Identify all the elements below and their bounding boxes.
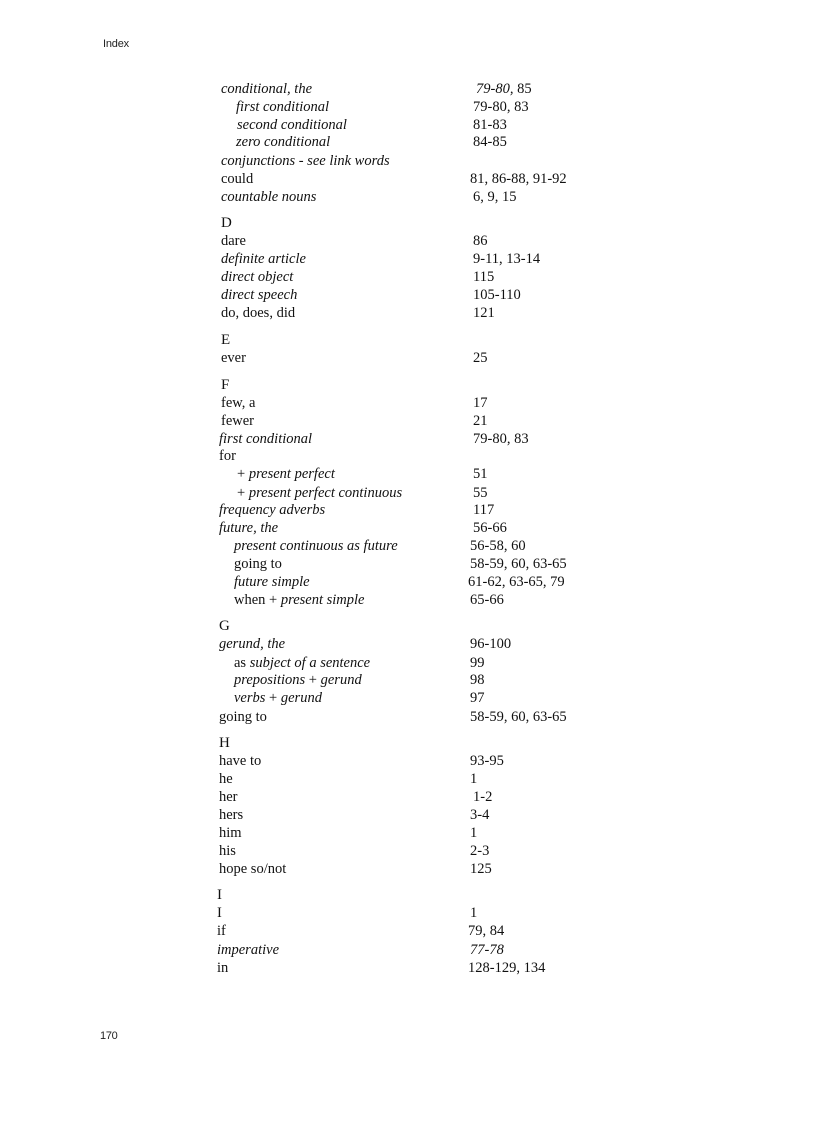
entry-term: gerund, the xyxy=(219,636,286,652)
entry-pages: 1 xyxy=(470,825,478,841)
index-entry xyxy=(0,635,816,653)
entry-term: future simple xyxy=(234,574,310,590)
entry-term: do, does, did xyxy=(221,305,296,321)
index-entry xyxy=(0,959,816,977)
entry-term: fewer xyxy=(221,413,255,429)
page-number: 170 xyxy=(100,1030,118,1042)
section-letter: I xyxy=(217,887,222,903)
entry-pages: 56-58, 60 xyxy=(470,538,526,554)
entry-pages: 77-78 xyxy=(470,942,504,958)
entry-term: dare xyxy=(221,233,246,249)
index-subentry xyxy=(0,671,816,689)
entry-pages: 98 xyxy=(470,672,485,688)
entry-pages: 79, 84 xyxy=(468,923,505,939)
entry-term: + present perfect continuous xyxy=(237,485,403,501)
entry-pages: 93-95 xyxy=(470,753,504,769)
entry-term: his xyxy=(219,843,236,859)
section-letter: E xyxy=(221,332,231,348)
entry-term: verbs + gerund xyxy=(234,690,322,706)
index-entry xyxy=(0,501,816,519)
index-subentry xyxy=(0,555,816,573)
entry-pages: 65-66 xyxy=(470,592,504,608)
entry-term: first conditional xyxy=(219,431,313,447)
entry-term: going to xyxy=(234,556,282,572)
index-entry xyxy=(0,708,816,726)
entry-pages: 96-100 xyxy=(470,636,512,652)
index-entry xyxy=(0,519,816,537)
entry-term: he xyxy=(219,771,233,787)
index-subentry xyxy=(0,573,816,591)
entry-term: hope so/not xyxy=(219,861,287,877)
entry-pages: 55 xyxy=(473,485,488,501)
index-entry xyxy=(0,349,816,367)
index-subentry xyxy=(0,484,816,502)
entry-term: for xyxy=(219,448,236,464)
entry-term: future, the xyxy=(219,520,279,536)
index-subentry xyxy=(0,591,816,609)
index-entry xyxy=(0,788,816,806)
index-subentry xyxy=(0,98,816,116)
entry-pages: 84-85 xyxy=(473,134,507,150)
entry-term: conjunctions - see link words xyxy=(221,153,390,169)
index-entry xyxy=(0,304,816,322)
index-subentry xyxy=(0,133,816,151)
section-letter: F xyxy=(221,377,230,393)
entry-pages: 56-66 xyxy=(473,520,507,536)
entry-pages: 97 xyxy=(470,690,485,706)
index-entry xyxy=(0,232,816,250)
entry-term: I xyxy=(217,905,222,921)
entry-pages: 81, 86-88, 91-92 xyxy=(470,171,567,187)
entry-pages: 99 xyxy=(470,655,485,671)
entry-pages: 79-80, 83 xyxy=(473,99,529,115)
entry-term: definite article xyxy=(221,251,306,267)
entry-term: her xyxy=(219,789,238,805)
entry-pages: 58-59, 60, 63-65 xyxy=(470,709,567,725)
entry-term: as subject of a sentence xyxy=(234,655,371,671)
index-entry xyxy=(0,286,816,304)
entry-pages: 81-83 xyxy=(473,117,507,133)
entry-term: frequency adverbs xyxy=(219,502,326,518)
entry-pages: 128-129, 134 xyxy=(468,960,546,976)
index-entry xyxy=(0,447,816,465)
entry-term: few, a xyxy=(221,395,256,411)
entry-pages: 79-80, 85 xyxy=(476,81,532,97)
entry-pages: 117 xyxy=(473,502,495,518)
running-head: Index xyxy=(103,38,129,50)
entry-term: + present perfect xyxy=(237,466,335,482)
index-subentry xyxy=(0,689,816,707)
entry-pages: 105-110 xyxy=(473,287,521,303)
index-subentry xyxy=(0,465,816,483)
entry-term: hers xyxy=(219,807,244,823)
entry-term: him xyxy=(219,825,242,841)
entry-pages: 1 xyxy=(470,771,478,787)
entry-pages: 17 xyxy=(473,395,488,411)
entry-term: present continuous as future xyxy=(234,538,398,554)
entry-term: imperative xyxy=(217,942,280,958)
entry-term: direct object xyxy=(221,269,294,285)
entry-term: ever xyxy=(221,350,246,366)
entry-term: in xyxy=(217,960,229,976)
entry-pages: 51 xyxy=(473,466,488,482)
entry-pages: 58-59, 60, 63-65 xyxy=(470,556,567,572)
index-entry xyxy=(0,752,816,770)
entry-term: going to xyxy=(219,709,267,725)
index-entry xyxy=(0,904,816,922)
entry-pages: 9-11, 13-14 xyxy=(473,251,541,267)
entry-pages: 86 xyxy=(473,233,488,249)
index-entry xyxy=(0,922,816,940)
entry-pages: 121 xyxy=(473,305,495,321)
index-entry xyxy=(0,394,816,412)
entry-term: countable nouns xyxy=(221,189,317,205)
entry-term: prepositions + gerund xyxy=(234,672,362,688)
index-subentry xyxy=(0,654,816,672)
entry-pages: 79-80, 83 xyxy=(473,431,529,447)
entry-term: zero conditional xyxy=(236,134,331,150)
index-entry xyxy=(0,860,816,878)
entry-term: have to xyxy=(219,753,262,769)
entry-term: first conditional xyxy=(236,99,330,115)
index-entry xyxy=(0,842,816,860)
index-subentry xyxy=(0,116,816,134)
index-entry xyxy=(0,170,816,188)
entry-pages: 2-3 xyxy=(470,843,490,859)
index-entry xyxy=(0,152,816,170)
entry-term: direct speech xyxy=(221,287,298,303)
entry-pages: 25 xyxy=(473,350,488,366)
index-entry xyxy=(0,806,816,824)
entry-pages: 21 xyxy=(473,413,488,429)
entry-pages: 3-4 xyxy=(470,807,490,823)
index-entry xyxy=(0,188,816,206)
entry-pages: 61-62, 63-65, 79 xyxy=(468,574,565,590)
index-entry xyxy=(0,250,816,268)
section-letter: H xyxy=(219,735,230,751)
index-entry xyxy=(0,824,816,842)
entry-term: when + present simple xyxy=(234,592,365,608)
entry-term: second conditional xyxy=(237,117,347,133)
entry-pages: 1 xyxy=(470,905,478,921)
entry-pages: 115 xyxy=(473,269,495,285)
entry-term: could xyxy=(221,171,254,187)
entry-pages: 6, 9, 15 xyxy=(473,189,517,205)
index-entry xyxy=(0,268,816,286)
index-entry xyxy=(0,430,816,448)
index-subentry xyxy=(0,537,816,555)
section-letter: G xyxy=(219,618,230,634)
entry-term: conditional, the xyxy=(221,81,313,97)
entry-pages: 1-2 xyxy=(473,789,493,805)
index-entry xyxy=(0,770,816,788)
entry-term: if xyxy=(217,923,226,939)
section-letter: D xyxy=(221,215,232,231)
index-entry xyxy=(0,412,816,430)
index-entry xyxy=(0,80,816,98)
index-entry xyxy=(0,941,816,959)
entry-pages: 125 xyxy=(470,861,492,877)
